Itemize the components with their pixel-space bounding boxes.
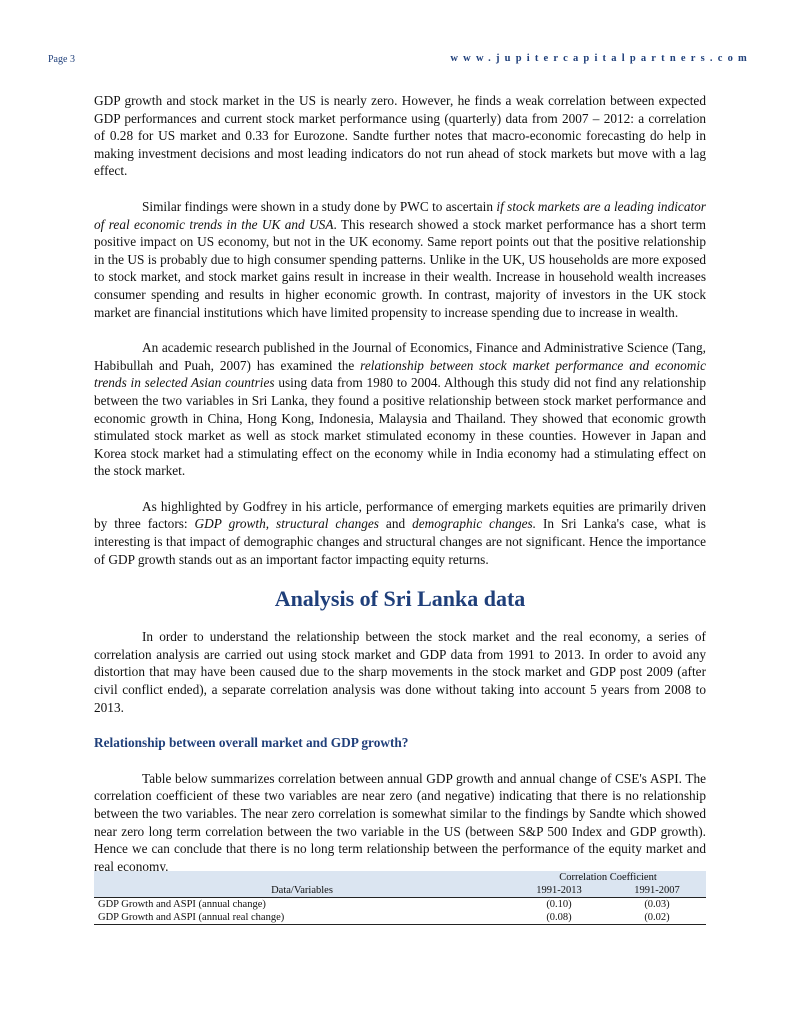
- paragraph-godfrey: [94, 498, 706, 568]
- paragraph-sandte-findings: GDP growth and stock market in the US is nearly zero. However, he finds a weak correlation between expected GDP performances and current stock market performance using (quarterly) data from 2007 – 2012: a correlation of 0.28 for US market and 0.33 for Eurozone. Sandte further notes that macro-economic forecasting do help in making investment decisions and most leading indicators do not run ahead of stock markets but move with a lag effect.: [94, 93, 706, 179]
- godfrey-text-b: In Sri Lanka's case, what is interesting is that impact of demographic changes and structural changes are not significant. Hence the importance of GDP growth stands out as an important factor impacting equity returns.: [94, 516, 706, 567]
- table-row: [94, 898, 706, 912]
- column-header-variable: Data/Variables: [94, 884, 510, 898]
- paragraph-pwc-study: [94, 198, 706, 321]
- research-text-a: An academic research published in the Journal of Economics, Finance and Administrative Science (Tang, Habibullah and Puah, 2007) has examined the: [94, 340, 706, 373]
- pwc-text-a: Similar findings were shown in a study done by PWC to ascertain: [142, 198, 497, 214]
- row-label: GDP Growth and ASPI (annual change): [98, 899, 266, 910]
- godfrey-text-a: As highlighted by Godfrey in his article, performance of emerging markets equities are primarily driven by three factors:: [94, 498, 706, 532]
- row-value-1991-2007: (0.03): [644, 899, 670, 910]
- row-value-1991-2007: (0.02): [608, 911, 706, 925]
- correlation-table: [94, 871, 706, 925]
- godfrey-text-mid: and: [378, 516, 413, 532]
- website-url[interactable]: www.jupitercapitalpartners.com: [450, 53, 752, 64]
- research-text-b: using data from 1980 to 2004. Although this study did not find any relationship between the two variables in Sri Lanka, they found a positive relationship between stock market performance and economic growth in China, Hong Kong, Indonesia, Malaysia and Thailand. They showed that economic growth stimulated stock market as well as stock market stimulated economy in these counties. However in Japan and Korea stock market had a stimulating effect on the economy while in India economy had a stimulating effect on the stock market.: [94, 375, 706, 479]
- correlation-group-header: Correlation Coefficient: [559, 872, 657, 883]
- table-row: [94, 911, 706, 925]
- paragraph-analysis-intro: In order to understand the relationship between the stock market and the real economy, a series of correlation analysis are carried out using stock market and GDP data from 1991 to 2013. In order to avoid any distortion that may have been caused due to the sharp movements in the stock market and GDP post 2009 (after civil conflict ended), a separate correlation analysis was done without taking into account 5 years from 2008 to 2013.: [94, 629, 706, 715]
- godfrey-factors-1: GDP growth, structural changes: [194, 516, 379, 532]
- row-label: GDP Growth and ASPI (annual real change): [94, 911, 510, 925]
- godfrey-factors-2: demographic changes.: [412, 516, 537, 532]
- document-body: [94, 92, 706, 893]
- section-title: Analysis of Sri Lanka data: [274, 586, 526, 612]
- subheading-market-gdp: Relationship between overall market and GDP growth?: [94, 735, 409, 751]
- column-header-1991-2013: 1991-2013: [510, 884, 608, 898]
- paragraph-academic-research: [94, 339, 706, 480]
- paragraph-table-summary: Table below summarizes correlation between annual GDP growth and annual change of CSE's ASPI. The correlation coefficient of these two variables are near zero (and negative) indicating that there is no relationship between the two variables. The near zero correlation is somewhat similar to the findings by Sandte which showed near zero long term correlation between the two variable in the US (between S&P 500 Index and GDP growth). Hence we can conclude that there is no long term relationship between the performance of the equity market and real economy.: [94, 770, 706, 874]
- page-number: Page 3: [48, 54, 75, 65]
- row-value-1991-2013: (0.08): [510, 911, 608, 925]
- column-header-1991-2007: 1991-2007: [608, 884, 706, 898]
- row-value-1991-2013: (0.10): [546, 899, 572, 910]
- research-title: relationship between stock market performance and economic trends in selected Asian countries: [94, 357, 706, 391]
- pwc-study-title: if stock markets are a leading indicator of real economic trends in the UK and USA: [94, 198, 706, 232]
- pwc-text-b: . This research showed a stock market performance has a short term positive impact on US economy, but not in the UK economy. Same report points out that the positive relationship in the US is probably due to high consumer spending patterns. Unlike in the UK, US households are more exposed to stock market, and stock market gains result in increase in their wealth. Increase in household wealth increases consumer spending and results in higher economic growth. In contrast, majority of investors in the UK stock market are financial institutions which have limited propensity to increase spending due to increase in wealth.: [94, 216, 707, 320]
